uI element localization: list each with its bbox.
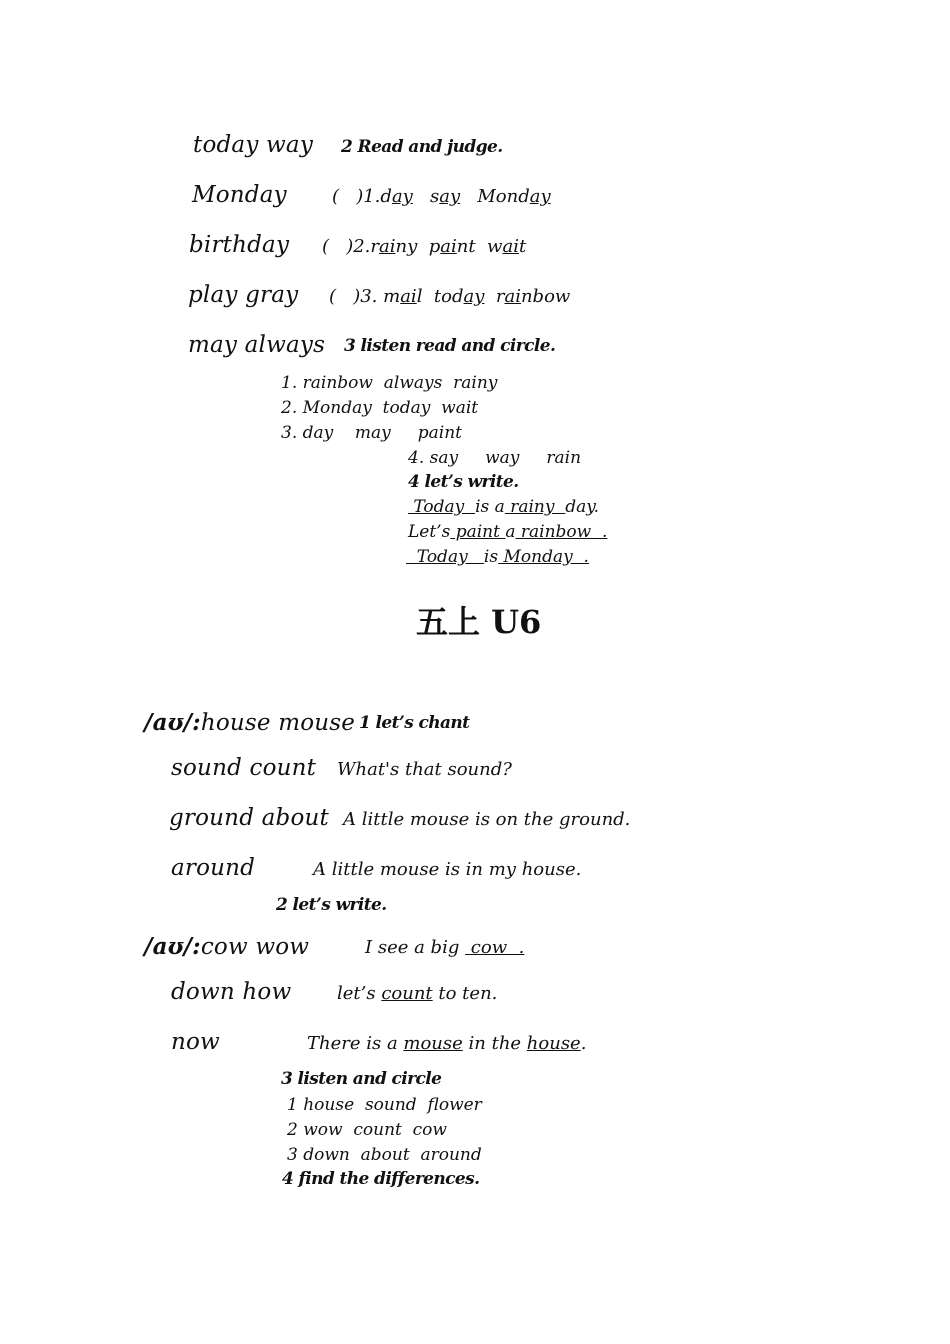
listen-circle-row-2: 2 wow count cow [287,1120,447,1140]
listen-row-4: 4. say way rain [408,448,582,468]
word-today-way: today way [193,132,314,158]
write-heading: 4 let’s write. [408,472,519,492]
chant-line-1: What's that sound? [337,759,512,780]
phoneme-row-2: /aʊ/:cow wow [144,933,310,960]
write-heading-2: 2 let’s write. [276,895,387,915]
word-ground-about: ground about [169,805,329,831]
word-birthday: birthday [189,232,290,258]
word-monday: Monday [192,182,287,208]
listen-row-1: 1. rainbow always rainy [281,373,498,393]
word-sound-count: sound count [171,755,317,781]
listen-circle-heading-2: 3 listen and circle [281,1069,442,1089]
write-line-2: Let’s paint a rainbow . [408,522,608,542]
chant-heading: 1 let’s chant [359,713,470,733]
listen-circle-row-3: 3 down about around [287,1145,482,1165]
find-differences-heading: 4 find the differences. [282,1169,480,1189]
word-down-how: down how [171,979,292,1005]
write-line-3: Today is Monday . [406,547,589,567]
judge-item-3: ( )3. mail today rainbow [329,286,571,307]
chant-line-3: A little mouse is in my house. [313,859,582,880]
word-now: now [171,1029,220,1055]
chant-line-2: A little mouse is on the ground. [343,809,631,830]
word-around: around [171,855,256,881]
write-sentence-2: let’s count to ten. [337,983,498,1004]
listen-row-2: 2. Monday today wait [281,398,479,418]
listen-row-3: 3. day may paint [281,423,462,443]
judge-item-1: ( )1.day say Monday [332,186,551,207]
word-play-gray: play gray [188,282,299,308]
unit-title: 五上 U6 [416,603,542,641]
write-sentence-1: I see a big cow . [365,937,525,958]
write-sentence-3: There is a mouse in the house. [307,1033,587,1054]
listen-circle-row-1: 1 house sound flower [287,1095,482,1115]
word-may-always: may always [188,332,326,358]
judge-item-2: ( )2.rainy paint wait [322,236,527,257]
phoneme-row-1: /aʊ/:house mouse [144,709,356,736]
write-line-1: Today is a rainy day. [408,497,600,517]
listen-circle-heading: 3 listen read and circle. [344,336,556,356]
read-judge-heading: 2 Read and judge. [341,137,503,157]
